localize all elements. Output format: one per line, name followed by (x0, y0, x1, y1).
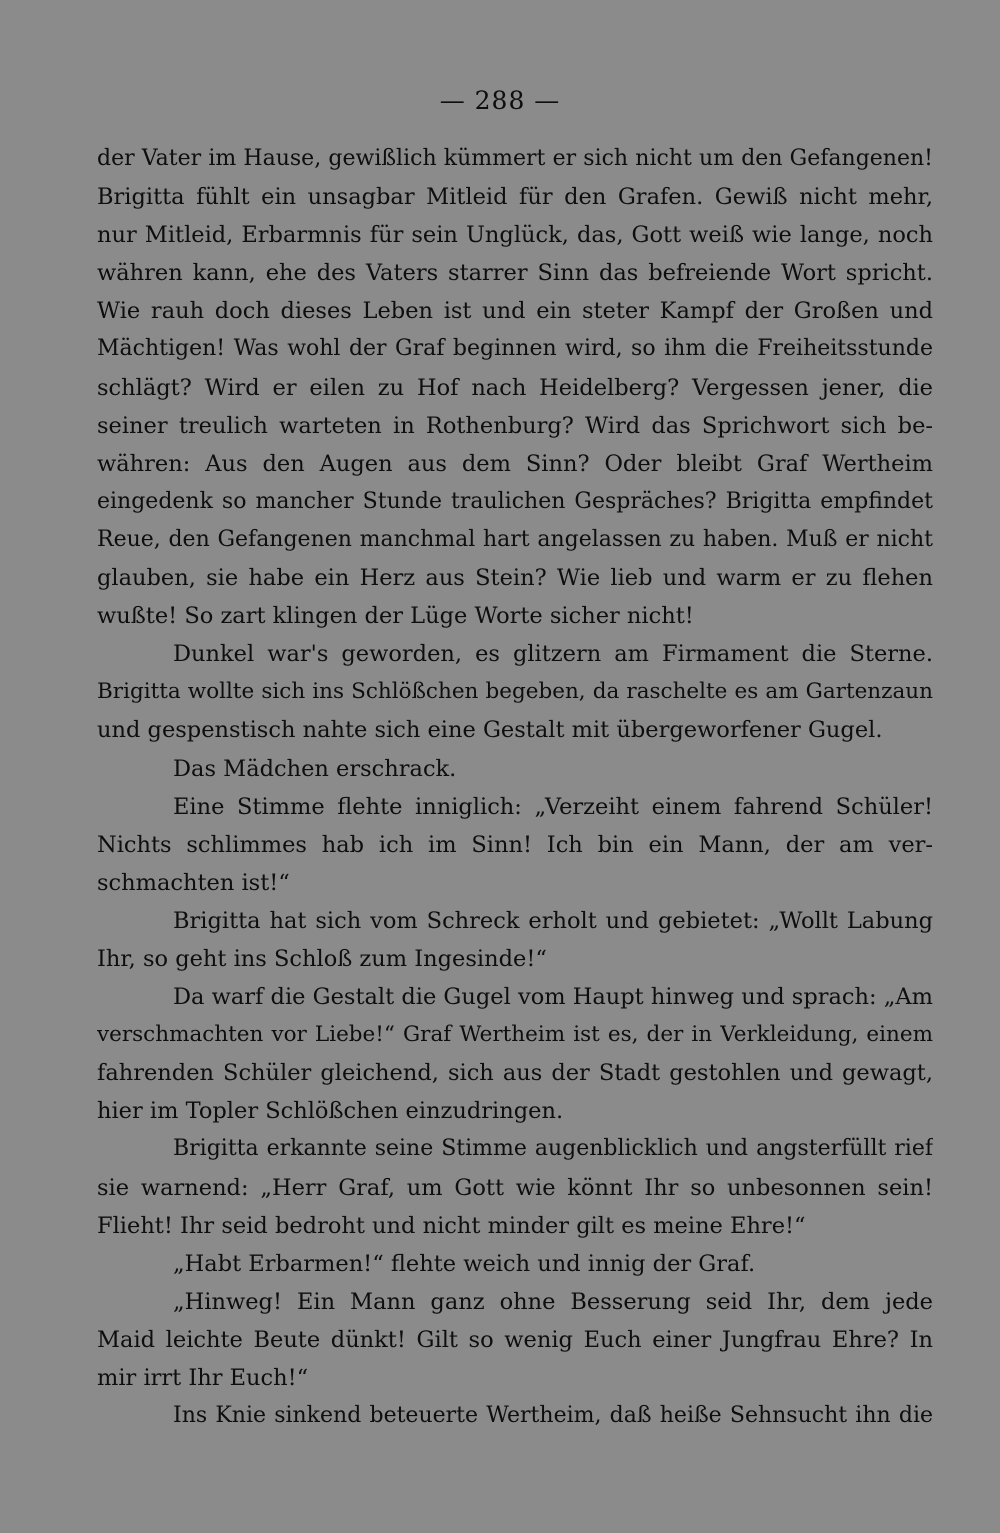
text-line: mir irrt Ihr Euch!“ (97, 1365, 309, 1391)
text-line: Brigitta erkannte seine Stimme augenblicklich und angsterfüllt rief (173, 1136, 933, 1162)
text-line: der Vater im Hause, gewißlich kümmert er sich nicht um den Gefangenen! (97, 146, 933, 171)
text-line: glauben, sie habe ein Herz aus Stein? Wie lieb und warm er zu flehen (97, 565, 933, 592)
text-line: und gespenstisch nahte sich eine Gestalt mit übergeworfener Gugel. (97, 717, 883, 744)
text-line: verschmachten vor Liebe!“ Graf Wertheim ist es, der in Verkleidung, einem (97, 1022, 933, 1048)
text-line: Ihr, so geht ins Schloß zum Ingesinde!“ (97, 945, 547, 972)
text-line: „Habt Erbarmen!“ flehte weich und innig der Graf. (173, 1250, 756, 1277)
text-line: Reue, den Gefangenen manchmal hart angelassen zu haben. Muß er nicht (97, 526, 933, 552)
text-line: Wie rauh doch dieses Leben ist und ein steter Kampf der Großen und (97, 298, 933, 325)
text-line: Nichts schlimmes hab ich im Sinn! Ich bin ein Mann, der am ver- (97, 831, 933, 858)
page-number: — 288 — (439, 86, 561, 115)
text-line: wußte! So zart klingen der Lüge Worte sicher nicht! (97, 603, 694, 630)
text-line: sie warnend: „Herr Graf, um Gott wie könnt Ihr so unbesonnen sein! (97, 1174, 933, 1201)
text-line: eingedenk so mancher Stunde traulichen Gespräches? Brigitta empfindet (97, 488, 933, 514)
text-line: Mächtigen! Was wohl der Graf beginnen wird, so ihm die Freiheitsstunde (97, 336, 933, 362)
text-line: Brigitta fühlt ein unsagbar Mitleid für den Grafen. Gewiß nicht mehr, (97, 184, 933, 211)
text-line: nur Mitleid, Erbarmnis für sein Unglück, das, Gott weiß wie lange, noch (97, 222, 933, 249)
text-line: Brigitta hat sich vom Schreck erholt und gebietet: „Wollt Labung (173, 907, 933, 934)
text-line: Maid leichte Beute dünkt! Gilt so wenig Euch einer Jungfrau Ehre? In (97, 1326, 933, 1353)
text-line: seiner treulich warteten in Rothenburg? Wird das Sprichwort sich be- (97, 412, 933, 439)
text-line: Flieht! Ihr seid bedroht und nicht minder gilt es meine Ehre!“ (97, 1212, 806, 1239)
text-line: hier im Topler Schlößchen einzudringen. (97, 1098, 564, 1125)
text-line: währen: Aus den Augen aus dem Sinn? Oder bleibt Graf Wertheim (97, 450, 933, 477)
body-text (97, 140, 933, 1435)
text-line: fahrenden Schüler gleichend, sich aus der Stadt gestohlen und gewagt, (97, 1060, 933, 1087)
text-line: Brigitta wollte sich ins Schlößchen begeben, da raschelte es am Gartenzaun (97, 679, 933, 705)
text-line: „Hinweg! Ein Mann ganz ohne Besserung seid Ihr, dem jede (173, 1288, 933, 1315)
text-line: Da warf die Gestalt die Gugel vom Haupt hinweg und sprach: „Am (173, 984, 933, 1011)
text-line: währen kann, ehe des Vaters starrer Sinn das befreiende Wort spricht. (97, 260, 933, 287)
text-line: Dunkel war's geworden, es glitzern am Firmament die Sterne. (173, 641, 933, 668)
text-line: schlägt? Wird er eilen zu Hof nach Heidelberg? Vergessen jener, die (97, 374, 933, 401)
text-line: Ins Knie sinkend beteuerte Wertheim, daß heiße Sehnsucht ihn die (173, 1403, 933, 1429)
text-line: schmachten ist!“ (97, 869, 290, 896)
text-line: Das Mädchen erschrack. (173, 755, 457, 782)
text-line: Eine Stimme flehte inniglich: „Verzeiht einem fahrend Schüler! (173, 793, 933, 820)
